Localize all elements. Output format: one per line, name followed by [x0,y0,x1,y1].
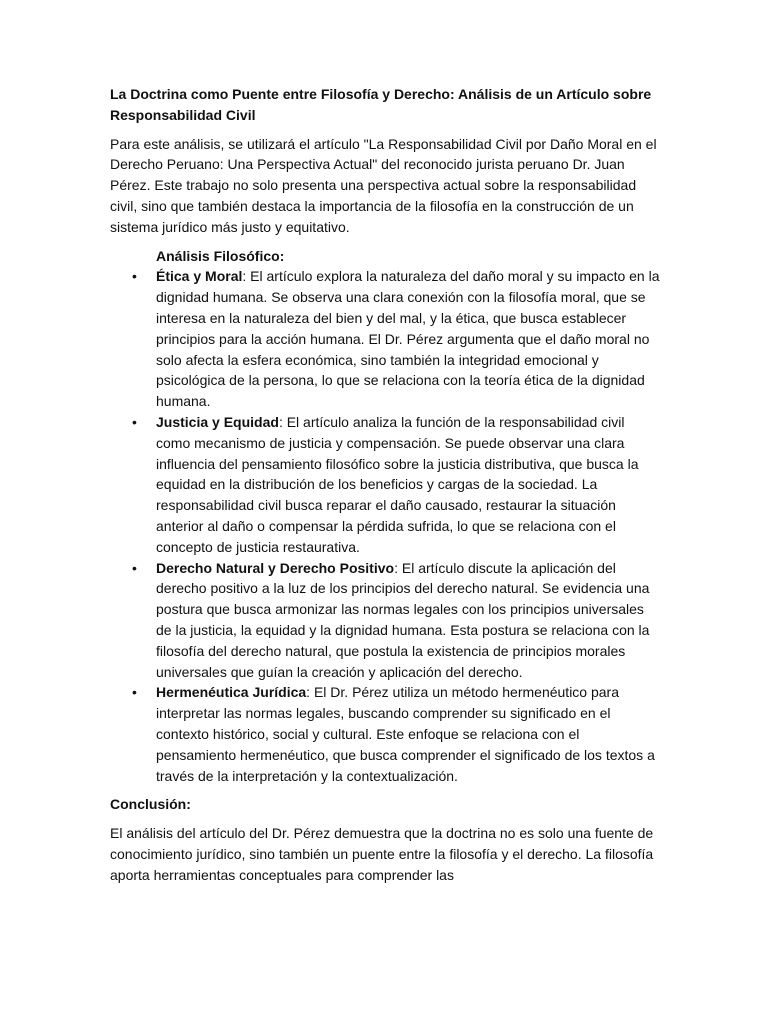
bullet-icon: • [132,413,137,430]
analysis-list [110,266,660,786]
document-page [110,84,660,893]
document-title: La Doctrina como Puente entre Filosofía y Derecho: Análisis de un Artículo sobre Responsabilidad Civil [110,86,652,123]
item-title: Derecho Natural y Derecho Positivo [156,559,395,576]
item-title: Ética y Moral [156,268,243,285]
bullet-icon: • [132,559,137,576]
conclusion-heading: Conclusión: [110,796,191,813]
list-item-hermeneutica [132,682,660,786]
analysis-heading: Análisis Filosófico: [156,247,285,264]
bullet-icon: • [132,268,137,285]
item-text: : El Dr. Pérez utiliza un método hermenéutico para interpretar las normas legales, buscando comprender su significado en el contexto histórico, social y cultural. Este enfoque se relaciona con el pensamiento hermenéutico, que busca comprender el significado de los textos a través de la interpretación y la contextualización. [156,684,655,784]
intro-paragraph: Para este análisis, se utilizará el artículo "La Responsabilidad Civil por Daño Moral en el Derecho Peruano: Una Perspectiva Actual" del reconocido jurista peruano Dr. Juan Pérez. Este trabajo no solo presenta una perspectiva actual sobre la responsabilidad civil, sino que también destaca la importancia de la filosofía en la construcción de un sistema jurídico más justo y equitativo. [110,135,657,235]
item-text: : El artículo explora la naturaleza del daño moral y su impacto en la dignidad humana. Se observa una clara conexión con la filosofía moral, que se interesa en la naturaleza del bien y del mal, y la ética, que busca establecer principios para la acción humana. El Dr. Pérez argumenta que el daño moral no solo afecta la esfera económica, sino también la integridad emocional y psicológica de la persona, lo que se relaciona con la teoría ética de la dignidad humana. [156,268,660,410]
item-text: : El artículo discute la aplicación del derecho positivo a la luz de los principios del derecho natural. Se evidencia una postura que busca armonizar las normas legales con los principios universales de la justicia, la equidad y la dignidad humana. Esta postura se relaciona con la filosofía del derecho natural, que postula la existencia de principios morales universales que guían la creación y aplicación del derecho. [156,559,650,680]
item-title: Justicia y Equidad [156,413,279,430]
list-item-derecho-natural [132,558,660,683]
bullet-icon: • [132,684,137,701]
item-text: : El artículo analiza la función de la responsabilidad civil como mecanismo de justicia y compensación. Se puede observar una clara influencia del pensamiento filosófico sobre la justicia distributiva, que busca la equidad en la distribución de los beneficios y cargas de la sociedad. La responsabilidad civil busca reparar el daño causado, restaurar la situación anterior al daño o compensar la pérdida sufrida, lo que se relaciona con el concepto de justicia restaurativa. [156,413,639,555]
list-item-etica [132,266,660,412]
list-item-justicia [132,412,660,558]
item-title: Hermenéutica Jurídica [156,684,307,701]
conclusion-paragraph: El análisis del artículo del Dr. Pérez demuestra que la doctrina no es solo una fuente de conocimiento jurídico, sino también un puente entre la filosofía y el derecho. La filosofía aporta herramientas conceptuales para comprender las [110,825,654,883]
